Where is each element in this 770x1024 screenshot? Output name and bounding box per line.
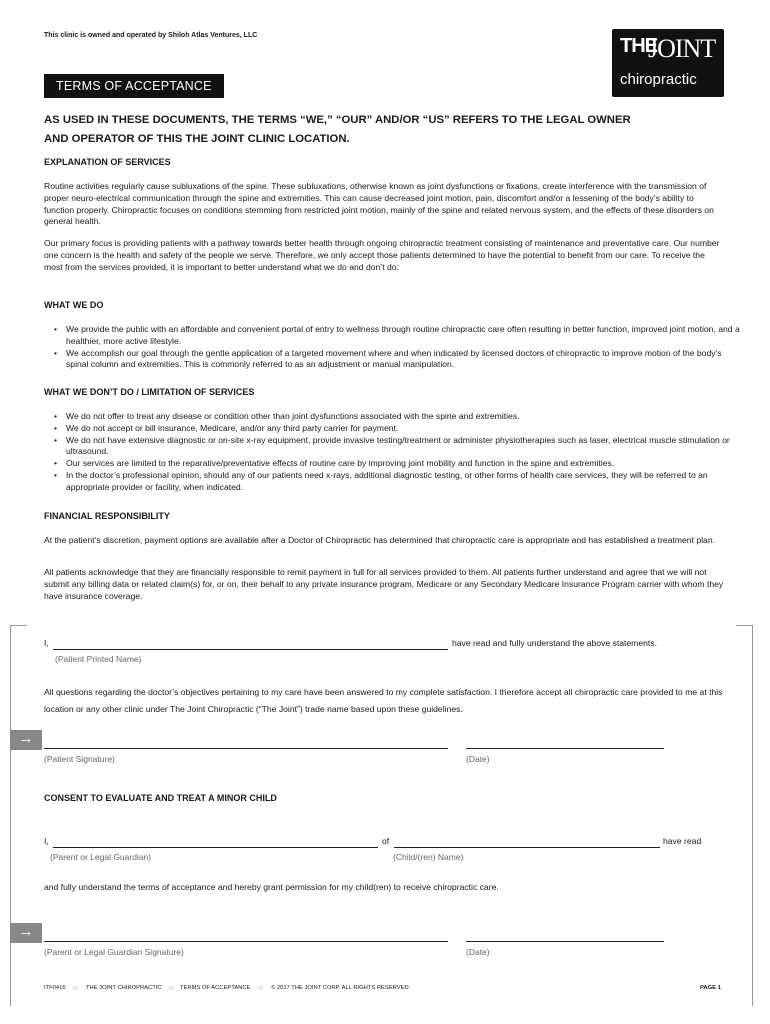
limitations-list <box>50 411 740 494</box>
patient-name-caption: (Patient Printed Name) <box>55 654 142 664</box>
financial-paragraph-1: At the patient’s discretion, payment options are available after a Doctor of Chiropractic has determined that chiropractic care is appropriate and has established a treatment plan. <box>44 535 716 545</box>
sign-here-arrow-icon: → <box>10 923 42 943</box>
guardian-signature-caption: (Parent or Legal Guardian Signature) <box>44 947 184 957</box>
footer-document-title: TERMS OF ACCEPTANCE <box>180 985 251 991</box>
child-name-field[interactable] <box>394 847 660 848</box>
terms-banner: TERMS OF ACCEPTANCE <box>44 74 224 98</box>
patient-statement: All questions regarding the doctor’s objectives pertaining to my care have been answered to my complete satisfaction. I therefore accept all chiropractic care provided to me at this location or any other clinic under The Joint Chiropractic (“The Joint”) trade name based upon these guidelines. <box>44 687 723 714</box>
the-joint-logo <box>612 29 724 97</box>
footer-separator: :: <box>169 985 173 991</box>
patient-name-field[interactable] <box>53 649 448 650</box>
financial-paragraph-2: All patients acknowledge that they are financially responsible to remit payment in full for all services provided to them. All patients further understand and agree that we will not submit any billing data or related claim(s) for, or on, their behalf to any private insurance program, Medicare or any Secondary Medicare Insurance Program carrier with whom they have insurance coverage. <box>44 567 724 601</box>
explanation-title: EXPLANATION OF SERVICES <box>44 157 171 167</box>
guardian-signature-field[interactable] <box>44 941 448 942</box>
guardian-i-label: I, <box>44 836 49 846</box>
footer-separator: :: <box>73 985 77 991</box>
logo-the: THE <box>620 35 657 57</box>
minor-consent-title: CONSENT TO EVALUATE AND TREAT A MINOR CHILD <box>44 793 277 803</box>
have-read-label: have read <box>663 836 702 846</box>
patient-signature-field[interactable] <box>44 748 448 749</box>
limitations-title: WHAT WE DON’T DO / LIMITATION OF SERVICES <box>44 387 255 397</box>
what-we-do-title: WHAT WE DO <box>44 300 104 310</box>
logo-joint: JOINT <box>648 34 716 63</box>
list-item: • We do not have extensive diagnostic or on-site x-ray equipment, provide invasive testing/treatment or administer physiotherapies such as laser, electrical muscle stimulation or ultrasound. <box>66 435 740 459</box>
financial-title: FINANCIAL RESPONSIBILITY <box>44 511 170 521</box>
patient-signature-caption: (Patient Signature) <box>44 754 115 764</box>
legal-heading: AS USED IN THESE DOCUMENTS, THE TERMS “WE,” “OUR” AND/OR “US” REFERS TO THE LEGAL OWNER AND OPERATOR OF THIS THE JOINT CLINIC LOCATION. <box>44 114 631 145</box>
list-item: • We provide the public with an affordable and convenient portal of entry to wellness through routine chiropractic care often resulting in better function, improved joint motion, and a healthier, more active lifestyle. <box>66 324 740 348</box>
footer-separator: :: <box>259 985 263 991</box>
list-item: • Our services are limited to the reparative/preventative effects of routine care by improving joint mobility and function in the spine and extremities. <box>66 458 740 470</box>
patient-read-text: have read and fully understand the above statements. <box>452 638 657 648</box>
guardian-date-caption: (Date) <box>466 947 490 957</box>
form-bracket-left <box>10 625 27 1006</box>
explanation-paragraph-2: Our primary focus is providing patients with a pathway towards better health through ongoing chiropractic treatment consisting of maintenance and preventative care. Our number one concern is the health and safety of the people we serve. Therefore, we only accept those patients determined to have the potential to benefit from our care. To receive the most from the services provided, it is important to better understand what we do and don’t do: <box>44 238 720 272</box>
guardian-date-field[interactable] <box>466 941 664 942</box>
list-item: • We do not accept or bill insurance, Medicare, and/or any third party carrier for payment. <box>66 423 740 435</box>
footer-copyright: © 2017 THE JOINT CORP. ALL RIGHTS RESERVED. <box>271 985 411 991</box>
list-item: • In the doctor’s professional opinion, should any of our patients need x-rays, additional diagnostic testing, or other forms of health care services, they will be referred to an appropriate provider or facility, when indicated. <box>66 470 740 494</box>
ownership-note: This clinic is owned and operated by Shiloh Atlas Ventures, LLC <box>44 32 258 39</box>
footer-code: ITF0416 <box>44 985 66 991</box>
of-label: of <box>382 836 390 846</box>
child-caption: (Child/(ren) Name) <box>393 852 464 862</box>
list-item: • We do not offer to treat any disease or condition other than joint dysfunctions associated with the spine and extremities. <box>66 411 740 423</box>
logo-chiropractic: chiropractic <box>620 71 697 88</box>
minor-statement: and fully understand the terms of acceptance and hereby grant permission for my child(ren) to receive chiropractic care. <box>44 882 499 892</box>
patient-date-caption: (Date) <box>466 754 490 764</box>
explanation-paragraph-1: Routine activities regularly cause subluxations of the spine. These subluxations, otherwise known as joint dysfunctions or fixations, create interference with the transmission of proper neuro-electrical communication through the spine and extremities. This can cause decreased joint motion, pain, discomfort and/or a lessening of the body’s ability to function properly. Chiropractic focuses on conditions stemming from restricted joint motion, mainly of the spine and related nervous system, and the effects of these disorders on general health. <box>44 181 714 227</box>
page-number: PAGE 1 <box>700 985 721 991</box>
guardian-caption: (Parent or Legal Guardian) <box>50 852 152 862</box>
patient-date-field[interactable] <box>466 748 664 749</box>
patient-i-label: I, <box>44 638 49 648</box>
footer-company: THE JOINT CHIROPRACTIC <box>86 985 162 991</box>
sign-here-arrow-icon: → <box>10 730 42 750</box>
guardian-name-field[interactable] <box>53 847 378 848</box>
form-bracket-right <box>736 625 753 1006</box>
what-we-do-list <box>50 324 740 371</box>
list-item: • We accomplish our goal through the gentle application of a targeted movement where and when indicated by licensed doctors of chiropractic to improve motion of the body’s spinal column and extremities. This is commonly referred to as an adjustment or manual manipulation. <box>66 348 740 372</box>
